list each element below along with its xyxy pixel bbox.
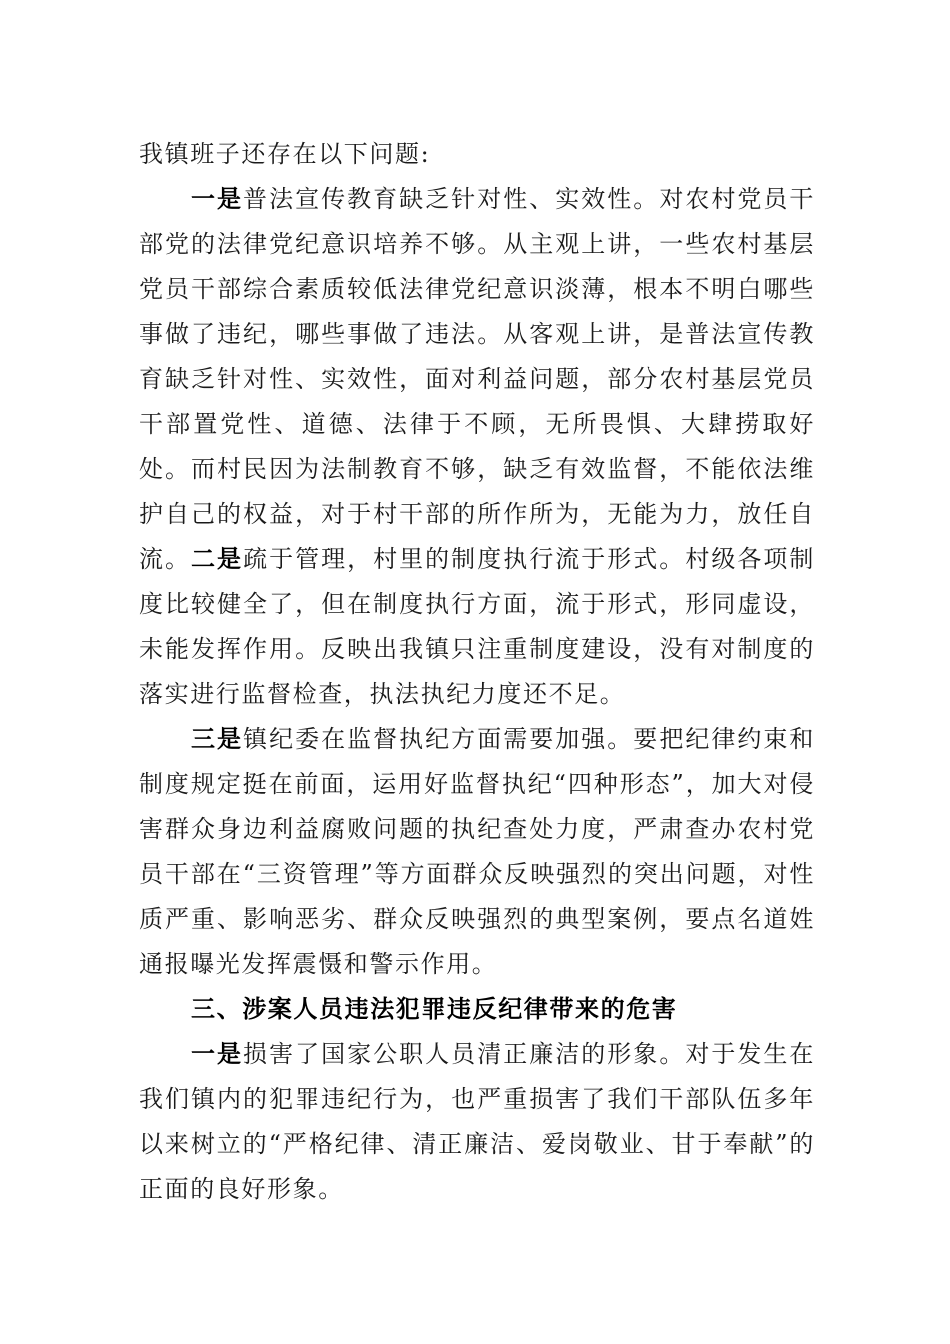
intro-paragraph: 我镇班子还存在以下问题: — [139, 140, 431, 168]
lead-yi-shi: 一是 — [191, 185, 244, 213]
paragraph-text: 普法宣传教育缺乏针对性、实效性。对农村党员干部党的法律党纪意识培养不够。从主观上讲，一些农村基层党员干部综合素质较低法律党纪意识淡薄，根本不明白哪些事做了违纪，哪些事做了违法。从客观上讲，是普法宣传教育缺乏针对性、实效性，面对利益问题，部分农村基层党员干部置党性、道德、法律于不顾，无所畏惧、大肆捞取好处。而村民因为法制教育不够，缺乏有效监督，不能依法维护自己的权益，对于村干部的所作所为，无能为力，放任自流。 — [139, 185, 816, 573]
document-body — [139, 132, 815, 1212]
paragraph-harm-one — [139, 1032, 815, 1212]
paragraph-problem-three — [139, 717, 815, 987]
paragraph-problem-one-two — [139, 177, 815, 717]
paragraph-text: 疏于管理，村里的制度执行流于形式。村级各项制度比较健全了，但在制度执行方面，流于形式，形同虚设，未能发挥作用。反映出我镇只注重制度建设，没有对制度的落实进行监督检查，执法执纪力度还不足。 — [139, 545, 815, 708]
lead-san-shi: 三是 — [191, 725, 244, 753]
section-heading: 三、涉案人员违法犯罪违反纪律带来的危害 — [191, 995, 678, 1023]
paragraph-text: 镇纪委在监督执纪方面需要加强。要把纪律约束和制度规定挺在前面，运用好监督执纪“四种形态”，加大对侵害群众身边利益腐败问题的执纪查处力度，严肃查办农村党员干部在“三资管理”等方面群众反映强烈的突出问题，对性质严重、影响恶劣、群众反映强烈的典型案例，要点名道姓通报曝光发挥震慑和警示作用。 — [139, 725, 816, 978]
lead-yi-shi: 一是 — [191, 1040, 244, 1068]
lead-er-shi: 二是 — [191, 545, 244, 573]
paragraph-text: 损害了国家公职人员清正廉洁的形象。对于发生在我们镇内的犯罪违纪行为，也严重损害了我们干部队伍多年以来树立的“严格纪律、清正廉洁、爱岗敬业、甘于奉献”的正面的良好形象。 — [139, 1040, 816, 1203]
